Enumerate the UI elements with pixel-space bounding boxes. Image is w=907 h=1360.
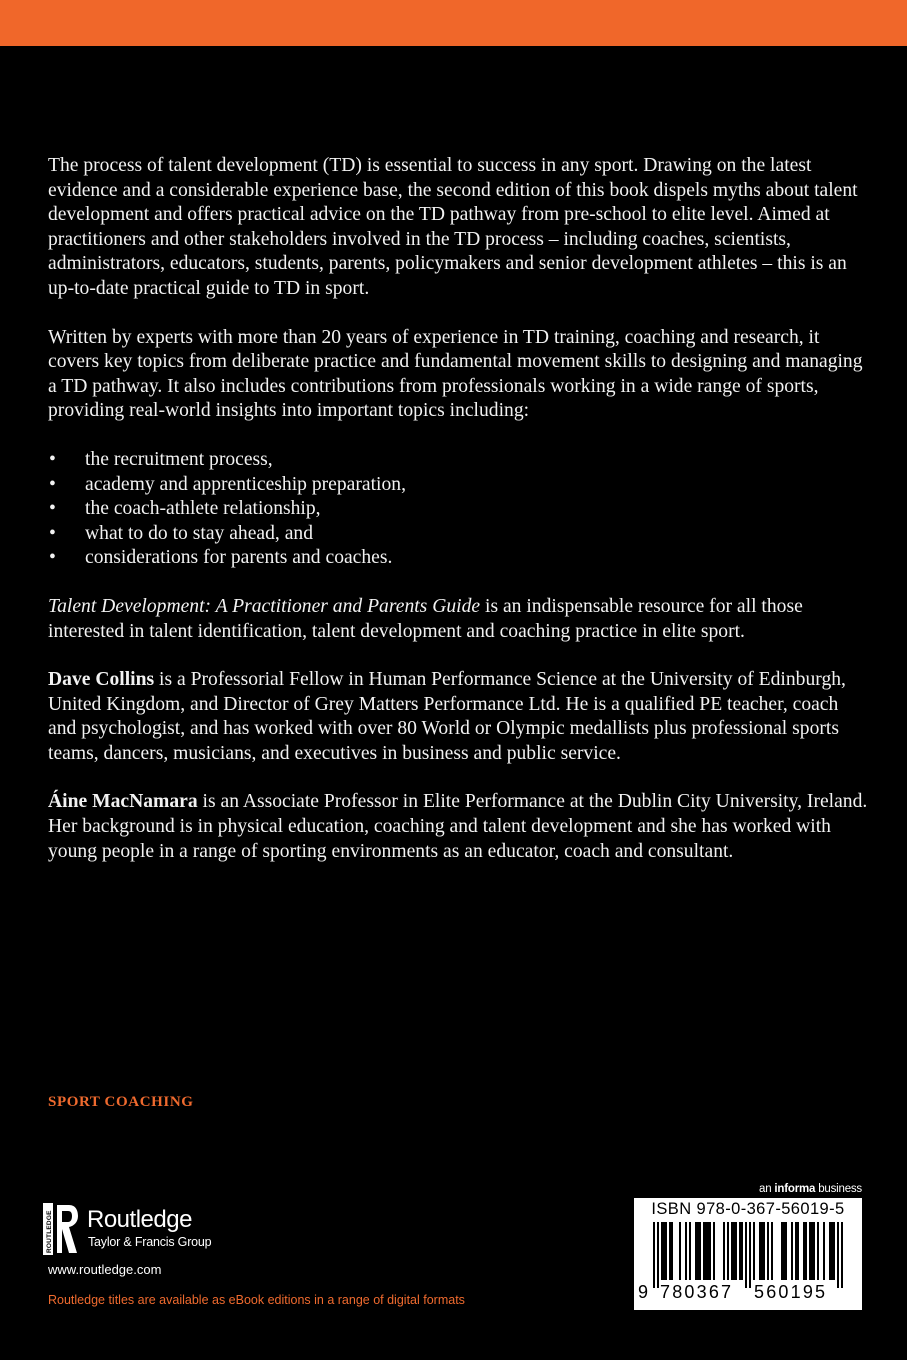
barcode-bar bbox=[679, 1222, 681, 1280]
barcode-digits-right: 560195 bbox=[754, 1282, 828, 1302]
author-bio: Áine MacNamara is an Associate Professor in Elite Performance at the Dublin City University, Ireland. Her background is in physical education, coaching and talent development and she has worked with young people in a range of sporting environments as an educator, coach and consultant. bbox=[48, 791, 868, 862]
barcode-digits-left: 780367 bbox=[660, 1282, 734, 1302]
bullet-icon: • bbox=[49, 547, 56, 569]
barcode-bar bbox=[759, 1222, 761, 1280]
barcode-bar bbox=[761, 1222, 763, 1280]
barcode-bar bbox=[741, 1222, 743, 1280]
barcode-bar bbox=[665, 1222, 667, 1280]
author-name: Dave Collins bbox=[48, 669, 155, 691]
barcode-bar bbox=[797, 1222, 799, 1280]
barcode-guard-bar bbox=[837, 1222, 839, 1288]
ebook-note: Routledge titles are available as eBook editions in a range of digital formats bbox=[48, 1293, 465, 1307]
back-cover-text bbox=[48, 154, 868, 888]
publisher-group: Taylor & Francis Group bbox=[88, 1235, 212, 1249]
barcode-bar bbox=[791, 1222, 793, 1280]
book-title: Talent Development: A Practitioner and Parents Guide bbox=[48, 595, 481, 617]
barcode-bar bbox=[805, 1222, 807, 1280]
barcode-bar bbox=[809, 1222, 811, 1280]
barcode-bar bbox=[707, 1222, 709, 1280]
barcode-guard-bar bbox=[653, 1222, 655, 1288]
barcode-bar bbox=[699, 1222, 701, 1280]
author-name: Áine MacNamara bbox=[48, 791, 198, 813]
barcode-bar bbox=[695, 1222, 697, 1280]
list-item: • the recruitment process, bbox=[48, 448, 868, 473]
barcode-bar bbox=[823, 1222, 825, 1280]
bullet-icon: • bbox=[49, 448, 56, 470]
barcode-bar bbox=[723, 1222, 725, 1280]
publisher-name: Routledge bbox=[87, 1206, 192, 1233]
topics-list bbox=[48, 448, 868, 571]
list-item: • the coach-athlete relationship, bbox=[48, 497, 868, 522]
isbn-label: ISBN 978-0-367-56019-5 bbox=[651, 1200, 845, 1218]
bullet-icon: • bbox=[49, 498, 56, 520]
barcode-bar bbox=[689, 1222, 691, 1280]
barcode-bar bbox=[697, 1222, 699, 1280]
barcode-bar bbox=[703, 1222, 705, 1280]
barcode-bar bbox=[685, 1222, 687, 1280]
barcode-bar bbox=[727, 1222, 729, 1280]
barcode-bar bbox=[781, 1222, 783, 1280]
barcode-guard-bar bbox=[841, 1222, 843, 1288]
author-bio: Dave Collins is a Professorial Fellow in Human Performance Science at the University of Edinburgh, United Kingdom, and Director of Grey Matters Performance Ltd. He is a qualified PE teacher, coach and psychologist, and has worked with over 80 World or Olympic medallists plus professional sports teams, dancers, musicians, and executives in business and public service. bbox=[48, 669, 846, 764]
barcode-bar bbox=[831, 1222, 833, 1280]
publisher-block bbox=[43, 1203, 263, 1255]
top-accent-bar bbox=[0, 0, 907, 46]
barcode-bar bbox=[767, 1222, 769, 1280]
list-item: • what to do to stay ahead, and bbox=[48, 522, 868, 547]
routledge-r-logo-icon bbox=[43, 1203, 79, 1255]
logo-vertical-text: ROUTLEDGE bbox=[46, 1210, 53, 1253]
barcode-bar bbox=[739, 1222, 741, 1280]
barcode-bar bbox=[763, 1222, 765, 1280]
barcode-bar bbox=[795, 1222, 797, 1280]
summary-paragraph: Talent Development: A Practitioner and Parents Guide is an indispensable resource for all those interested in talent identification, talent development and coaching practice in elite sport. bbox=[48, 595, 803, 642]
barcode-bar bbox=[817, 1222, 819, 1280]
publisher-website[interactable]: www.routledge.com bbox=[48, 1262, 162, 1277]
isbn-barcode bbox=[634, 1198, 862, 1310]
barcode-guard-bar bbox=[749, 1222, 751, 1288]
barcode-bar bbox=[771, 1222, 773, 1280]
barcode-bar bbox=[829, 1222, 831, 1280]
list-item: • academy and apprenticeship preparation, bbox=[48, 473, 868, 498]
barcode-guard-bar bbox=[745, 1222, 747, 1288]
barcode-bar bbox=[753, 1222, 755, 1280]
barcode-bar bbox=[713, 1222, 715, 1280]
written-by-paragraph: Written by experts with more than 20 years of experience in TD training, coaching and research, it covers key topics from deliberate practice and fundamental movement skills to designing and managing a TD pathway. It also includes contributions from professionals working in a wide range of sports, providing real-world insights into important topics including: bbox=[48, 326, 863, 422]
bullet-icon: • bbox=[49, 473, 56, 495]
barcode-bar bbox=[731, 1222, 733, 1280]
barcode-bar bbox=[735, 1222, 737, 1280]
barcode-bar bbox=[709, 1222, 711, 1280]
barcode-bar bbox=[783, 1222, 785, 1280]
barcode-bar bbox=[733, 1222, 735, 1280]
barcode-bar bbox=[663, 1222, 665, 1280]
informa-tagline: an informa business bbox=[759, 1183, 862, 1195]
list-item: • considerations for parents and coaches. bbox=[48, 546, 868, 571]
barcode-bar bbox=[669, 1222, 671, 1280]
barcode-bar bbox=[705, 1222, 707, 1280]
barcode-bar bbox=[661, 1222, 663, 1280]
barcode-bar bbox=[785, 1222, 787, 1280]
informa-brand: informa bbox=[774, 1183, 816, 1195]
barcode-guard-bar bbox=[657, 1222, 659, 1288]
barcode-bar bbox=[811, 1222, 813, 1280]
barcode-bar bbox=[803, 1222, 805, 1280]
barcode-bar bbox=[671, 1222, 673, 1280]
intro-paragraph: The process of talent development (TD) is essential to success in any sport. Drawing on the latest evidence and a considerable experience base, the second edition of this book dispels myths about talent development and offers practical advice on the TD pathway from pre-school to elite level. Aimed at practitioners and other stakeholders involved in the TD process – including coaches, scientists, administrators, educators, students, parents, policymakers and senior development athletes – this is an up-to-date practical guide to TD in sport. bbox=[48, 155, 858, 299]
bullet-icon: • bbox=[49, 522, 56, 544]
barcode-bar bbox=[813, 1222, 815, 1280]
barcode-digit-first: 9 bbox=[638, 1282, 649, 1302]
barcode-bar bbox=[833, 1222, 835, 1280]
subject-category: SPORT COACHING bbox=[48, 1094, 194, 1110]
